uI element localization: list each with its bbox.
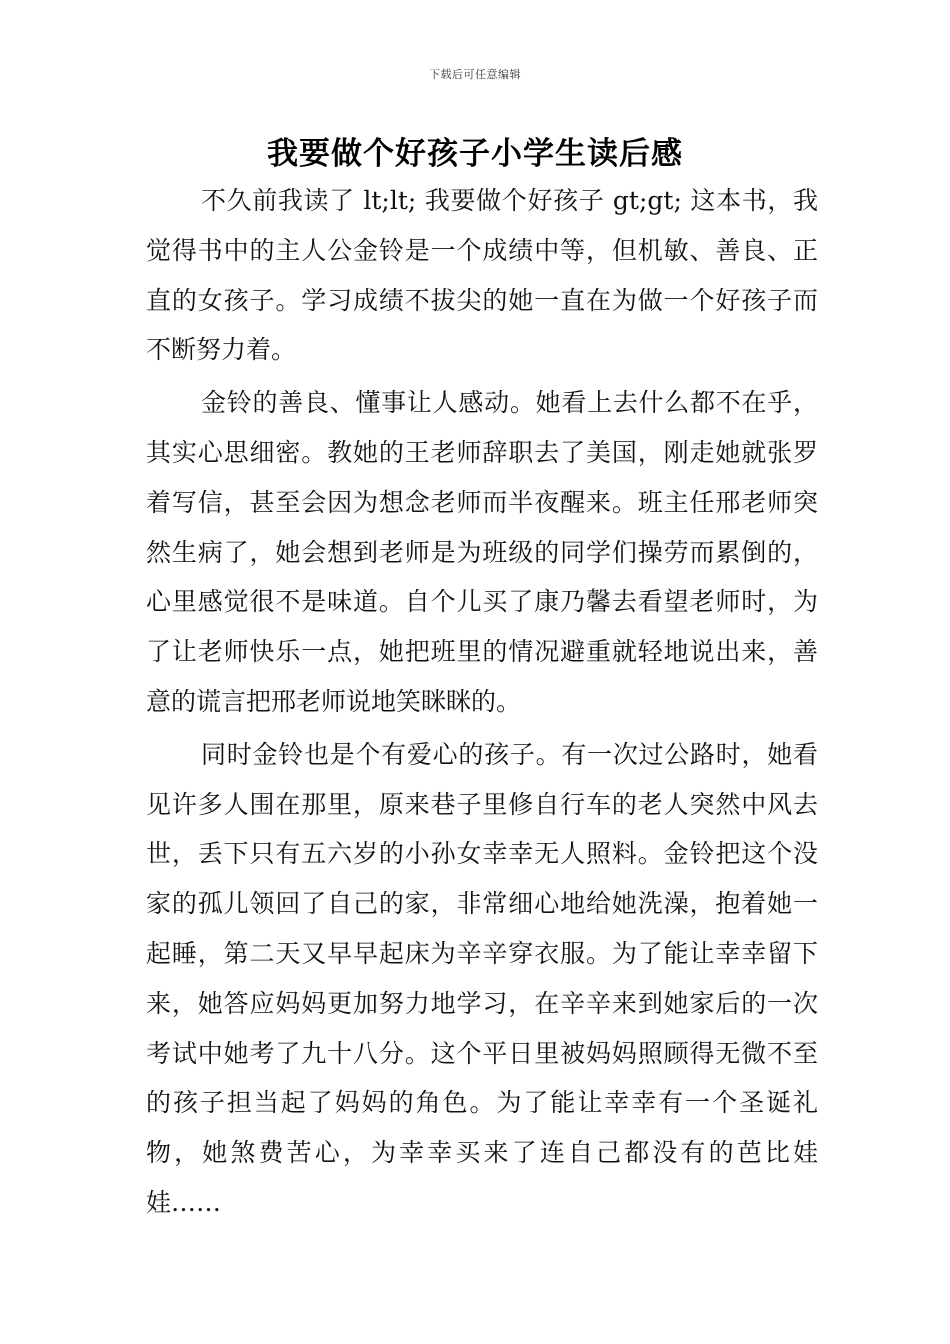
header-note: 下载后可任意编辑 <box>429 68 521 81</box>
paragraph-2: 金铃的善良、懂事让人感动。她看上去什么都不在乎，其实心思细密。教她的王老师辞职去了美国，刚走她就张罗着写信，甚至会因为想念老师而半夜醒来。班主任邢老师突然生病了，她会想到老师是为班级的同学们操劳而累倒的，心里感觉很不是味道。自个儿买了康乃馨去看望老师时，为了让老师快乐一点，她把班里的情况避重就轻地说出来，善意的谎言把邢老师说地笑眯眯的。 <box>146 388 818 716</box>
document-title: 我要做个好孩子小学生读后感 <box>267 136 683 172</box>
document-body <box>146 176 818 1228</box>
paragraph-1: 不久前我读了 lt;lt; 我要做个好孩子 gt;gt; 这本书，我觉得书中的主人公金铃是一个成绩中等，但机敏、善良、正直的女孩子。学习成绩不拔尖的她一直在为做一个好孩子而不断努力着。 <box>146 186 818 365</box>
paragraph-3: 同时金铃也是个有爱心的孩子。有一次过公路时，她看见许多人围在那里，原来巷子里修自行车的老人突然中风去世，丢下只有五六岁的小孙女幸幸无人照料。金铃把这个没家的孤儿领回了自己的家，非常细心地给她洗澡，抱着她一起睡，第二天又早早起床为辛辛穿衣服。为了能让幸幸留下来，她答应妈妈更加努力地学习，在辛辛来到她家后的一次考试中她考了九十八分。这个平日里被妈妈照顾得无微不至的孩子担当起了妈妈的角色。为了能让幸幸有一个圣诞礼物，她煞费苦心，为幸幸买来了连自己都没有的芭比娃娃…… <box>146 739 818 1217</box>
